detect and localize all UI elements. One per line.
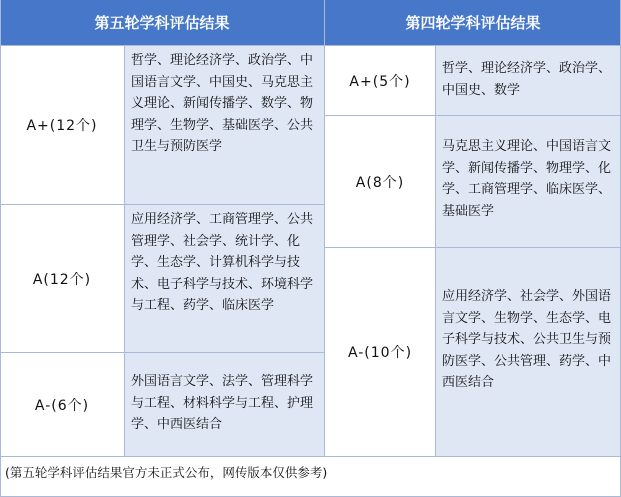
table-border-left <box>0 0 1 497</box>
round4-grade-a-minus: A-(10个) <box>325 248 435 456</box>
column-divider-round4 <box>435 45 436 457</box>
round5-subjects-a: 应用经济学、工商管理学、公共管理学、社会学、统计学、化学、生态学、计算机科学与技术、电子科学与技术、环境科学与工程、药学、临床医学 <box>125 205 324 352</box>
round4-subjects-a: 马克思主义理论、中国语言文学、新闻传播学、物理学、化学、工商管理学、临床医学、基础医学 <box>436 116 621 247</box>
row-divider-round4-2 <box>325 247 621 248</box>
round5-grade-a-plus: A+(12个) <box>0 46 124 204</box>
round4-grade-a-plus: A+(5个) <box>325 46 435 115</box>
header-divider <box>0 45 621 46</box>
row-divider-round5-2 <box>0 352 324 353</box>
column-divider-round5 <box>124 45 125 457</box>
round5-subjects-a-minus: 外国语言文学、法学、管理科学与工程、材料科学与工程、护理学、中西医结合 <box>125 353 324 456</box>
row-divider-round5-1 <box>0 204 324 205</box>
row-divider-round4-1 <box>325 115 621 116</box>
round5-grade-a: A(12个) <box>0 205 124 352</box>
column-divider-main <box>324 0 325 457</box>
round4-subjects-a-minus: 应用经济学、社会学、外国语言文学、生物学、生态学、电子科学与技术、公共卫生与预防医学、公共管理、药学、中西医结合 <box>436 248 621 456</box>
round4-header: 第四轮学科评估结果 <box>325 0 621 45</box>
round5-header: 第五轮学科评估结果 <box>0 0 324 45</box>
round4-subjects-a-plus: 哲学、理论经济学、政治学、中国史、数学 <box>436 46 621 115</box>
round5-subjects-a-plus: 哲学、理论经济学、政治学、中国语言文学、中国史、马克思主义理论、新闻传播学、数学、物理学、生物学、基础医学、公共卫生与预防医学 <box>125 46 324 204</box>
footnote-divider <box>0 456 621 457</box>
round4-grade-a: A(8个) <box>325 116 435 247</box>
footnote: (第五轮学科评估结果官方未正式公布，网传版本仅供参考) <box>0 457 621 497</box>
round5-grade-a-minus: A-(6个) <box>0 353 124 456</box>
